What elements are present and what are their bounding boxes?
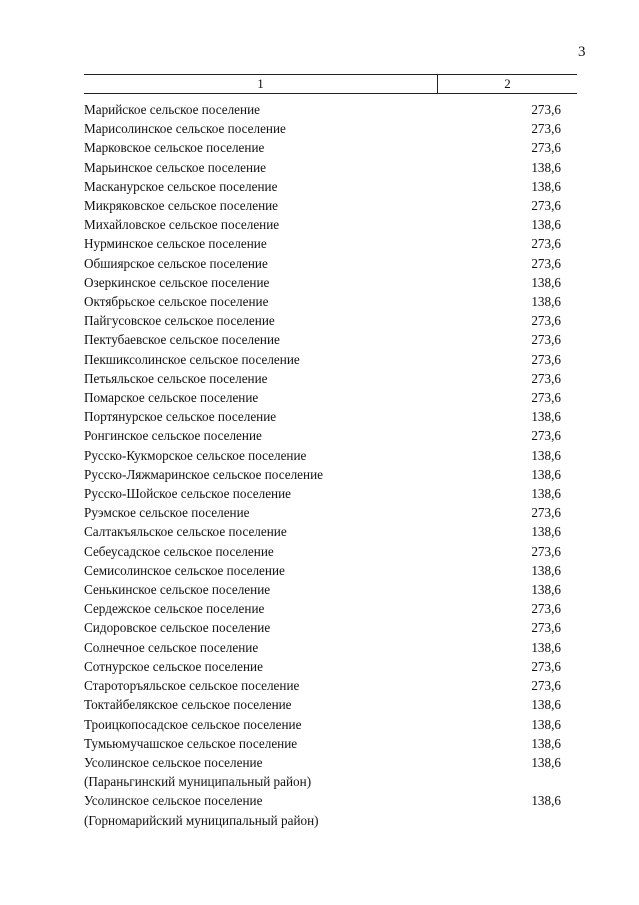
settlement-name: Усолинское сельское поселение (Горномарийский муниципальный район) [84, 793, 319, 828]
settlement-value: 138,6 [531, 466, 561, 482]
table-row [84, 695, 577, 714]
table-row [84, 215, 577, 234]
settlement-value: 273,6 [531, 102, 561, 117]
settlement-name: Салтакъяльское сельское поселение [84, 524, 287, 540]
settlement-value: 138,6 [531, 524, 561, 540]
table-row [84, 100, 577, 119]
table-row [84, 330, 577, 349]
settlement-value: 273,6 [531, 332, 561, 348]
settlement-name: Помарское сельское поселение [84, 390, 259, 406]
page-number: 3 [578, 44, 586, 60]
settlement-name: Староторъяльское сельское поселение [84, 678, 300, 694]
settlement-name: Ронгинское сельское поселение [84, 428, 262, 444]
settlement-value: 273,6 [531, 351, 561, 367]
table-row [84, 369, 577, 388]
table-row [84, 676, 577, 695]
settlement-name: Масканурское сельское поселение [84, 178, 278, 194]
settlement-value: 138,6 [531, 735, 561, 751]
table-row [84, 350, 577, 369]
settlement-name: Руэмское сельское поселение [84, 505, 250, 521]
settlement-value: 273,6 [531, 198, 561, 214]
table-row [84, 734, 577, 753]
table-row [84, 465, 577, 484]
settlement-name: Марьинское сельское поселение [84, 159, 267, 175]
settlement-name: Марисолинское сельское поселение [84, 121, 286, 137]
settlement-name: Семисолинское сельское поселение [84, 562, 285, 578]
table-row [84, 196, 577, 215]
settlement-value: 138,6 [531, 274, 561, 290]
settlement-name: Марковское сельское поселение [84, 140, 265, 156]
table-row [84, 791, 577, 829]
settlement-value: 273,6 [531, 543, 561, 559]
table-row [84, 177, 577, 196]
table-row [84, 158, 577, 177]
table-row [84, 234, 577, 253]
settlements-table [84, 74, 577, 828]
settlement-value: 138,6 [531, 159, 561, 175]
table-row [84, 522, 577, 541]
settlement-value: 138,6 [531, 697, 561, 713]
table-row [84, 292, 577, 311]
table-row [84, 273, 577, 292]
settlement-name: Пекшиксолинское сельское поселение [84, 351, 300, 367]
table-row [84, 638, 577, 657]
settlement-value: 138,6 [531, 409, 561, 425]
settlement-name: Микряковское сельское поселение [84, 198, 279, 214]
settlement-name: Себеусадское сельское поселение [84, 543, 274, 559]
settlement-value: 273,6 [531, 601, 561, 617]
settlement-name: Токтайбелякское сельское поселение [84, 697, 292, 713]
settlement-name: Сенькинское сельское поселение [84, 582, 271, 598]
table-row [84, 138, 577, 157]
table-row [84, 407, 577, 426]
settlement-value: 273,6 [531, 121, 561, 137]
table-row [84, 618, 577, 637]
settlement-value: 138,6 [531, 754, 561, 770]
settlement-name: Сидоровское сельское поселение [84, 620, 271, 636]
settlement-name: Русско-Кукморское сельское поселение [84, 447, 307, 463]
settlement-name: Нурминское сельское поселение [84, 236, 267, 252]
settlement-value: 138,6 [531, 447, 561, 463]
settlement-value: 273,6 [531, 390, 561, 406]
settlement-value: 273,6 [531, 620, 561, 636]
settlement-value: 273,6 [531, 313, 561, 329]
settlement-name: Солнечное сельское поселение [84, 639, 259, 655]
table-row [84, 599, 577, 618]
table-header [84, 74, 577, 94]
header-column-2: 2 [504, 76, 511, 91]
settlement-name: Усолинское сельское поселение (Параньгинский муниципальный район) [84, 754, 312, 790]
settlement-value: 273,6 [531, 505, 561, 521]
table-row [84, 715, 577, 734]
table-row [84, 254, 577, 273]
settlement-name: Портянурское сельское поселение [84, 409, 277, 425]
table-row [84, 484, 577, 503]
table-row [84, 388, 577, 407]
settlement-name: Троицкопосадское сельское поселение [84, 716, 302, 732]
settlement-name: Михайловское сельское поселение [84, 217, 280, 233]
table-row [84, 426, 577, 445]
table-row [84, 580, 577, 599]
settlement-name: Пайгусовское сельское поселение [84, 313, 275, 329]
settlement-name: Тумьюмучашское сельское поселение [84, 735, 298, 751]
settlement-name: Сердежское сельское поселение [84, 601, 265, 617]
settlement-value: 273,6 [531, 255, 561, 271]
table-row [84, 503, 577, 522]
table-row [84, 311, 577, 330]
table-row [84, 753, 577, 791]
table-row [84, 657, 577, 676]
settlement-value: 273,6 [531, 236, 561, 252]
settlement-value: 138,6 [531, 716, 561, 732]
settlement-name: Обшиярское сельское поселение [84, 255, 268, 271]
table-row [84, 446, 577, 465]
settlement-name: Петьяльское сельское поселение [84, 370, 268, 386]
settlement-name: Русско-Шойское сельское поселение [84, 486, 292, 502]
settlement-value: 138,6 [531, 582, 561, 598]
table-body [84, 100, 577, 830]
settlement-name: Пектубаевское сельское поселение [84, 332, 280, 348]
settlement-value: 138,6 [531, 639, 561, 655]
settlement-value: 273,6 [531, 370, 561, 386]
settlement-name: Русско-Ляжмаринское сельское поселение [84, 466, 323, 482]
settlement-value: 138,6 [531, 562, 561, 578]
settlement-name: Марийское сельское поселение [84, 102, 260, 117]
settlement-name: Октябрьское сельское поселение [84, 294, 269, 310]
settlement-value: 273,6 [531, 428, 561, 444]
settlement-value: 273,6 [531, 678, 561, 694]
table-row [84, 119, 577, 138]
settlement-value: 138,6 [531, 294, 561, 310]
settlement-value: 138,6 [531, 793, 561, 809]
settlement-name: Озеркинское сельское поселение [84, 274, 270, 290]
table-row [84, 561, 577, 580]
settlement-value: 138,6 [531, 178, 561, 194]
header-column-1: 1 [84, 75, 438, 93]
table-row [84, 542, 577, 561]
settlement-value: 138,6 [531, 217, 561, 233]
settlement-name: Сотнурское сельское поселение [84, 658, 263, 674]
settlement-value: 273,6 [531, 658, 561, 674]
settlement-value: 138,6 [531, 486, 561, 502]
settlement-value: 273,6 [531, 140, 561, 156]
